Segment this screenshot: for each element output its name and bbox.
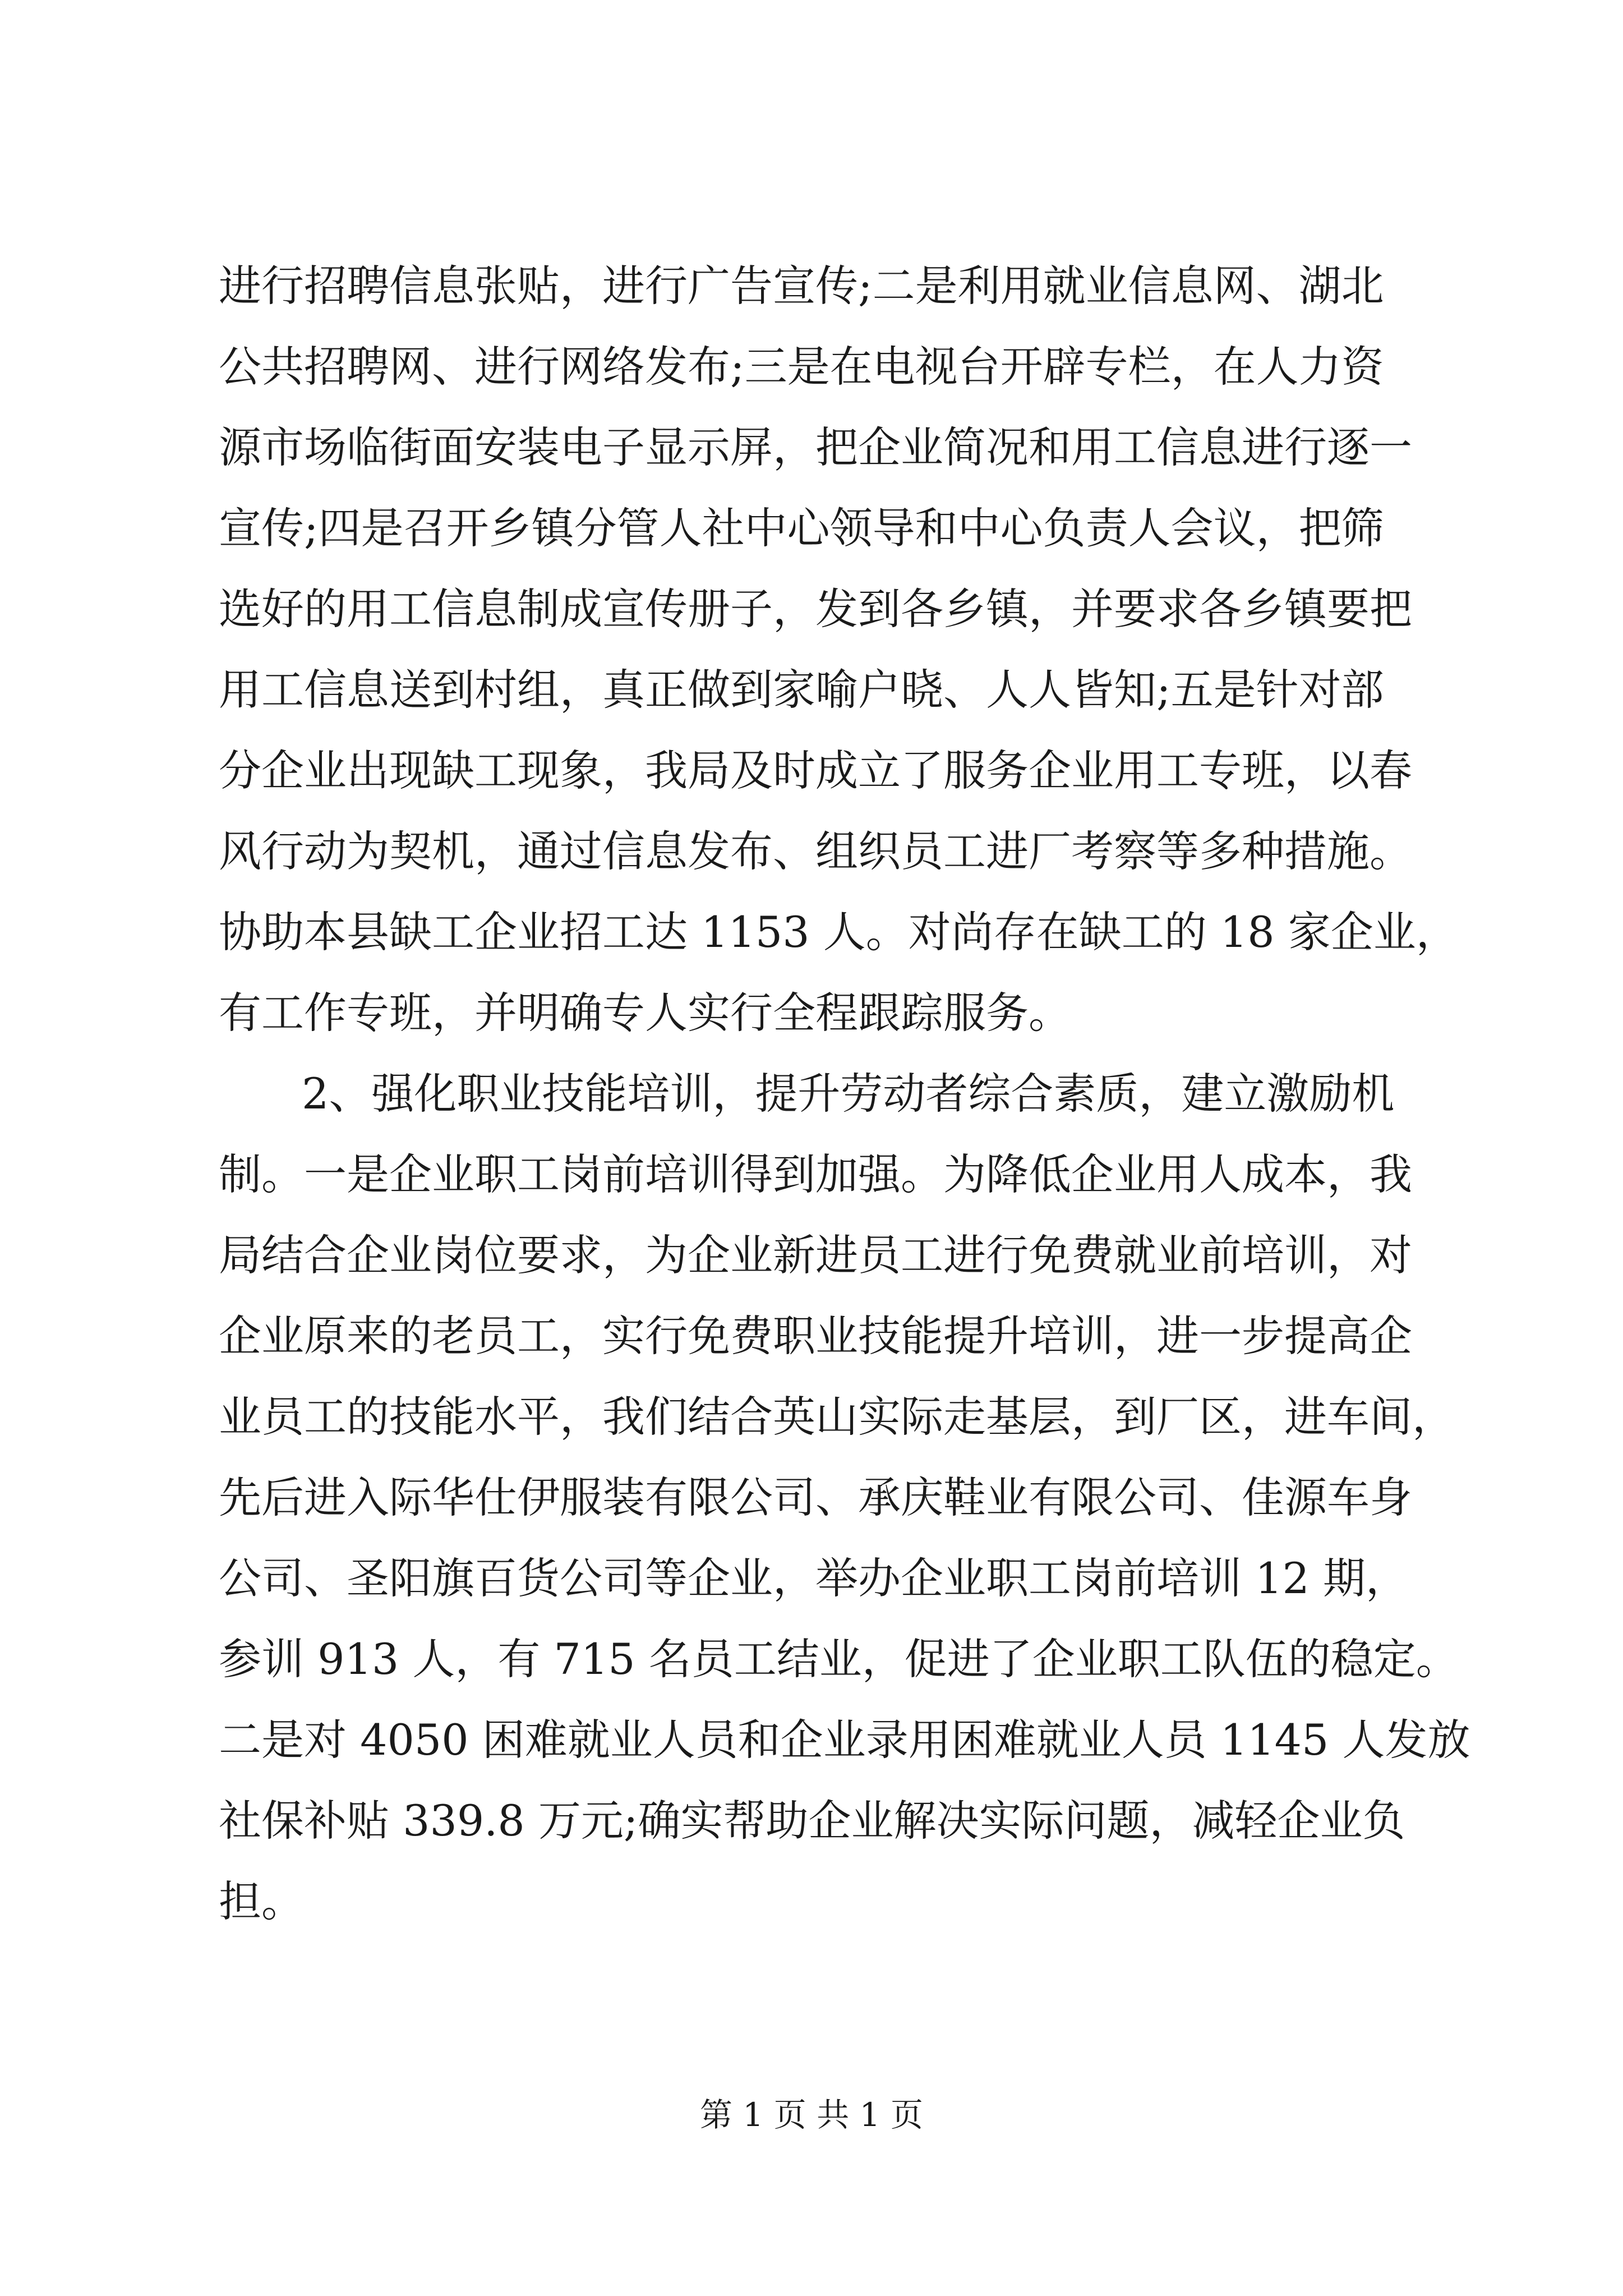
text-line: 企业原来的老员工，实行免费职业技能提升培训，进一步提高企	[219, 1311, 1412, 1361]
text-line: 担。	[219, 1876, 304, 1926]
text-line: 制。一是企业职工岗前培训得到加强。为降低企业用人成本，我	[219, 1149, 1412, 1199]
text-line: 宣传;四是召开乡镇分管人社中心领导和中心负责人会议，把筛	[219, 503, 1384, 553]
page-number-footer: 第 1 页 共 1 页	[700, 2096, 923, 2134]
text-line: 有工作专班，并明确专人实行全程跟踪服务。	[219, 988, 1071, 1038]
text-line: 分企业出现缺工现象，我局及时成立了服务企业用工专班，以春	[219, 746, 1412, 795]
text-line: 用工信息送到村组，真正做到家喻户晓、人人皆知;五是针对部	[219, 665, 1384, 715]
text-line: 先后进入际华仕伊服装有限公司、承庆鞋业有限公司、佳源车身	[219, 1473, 1412, 1522]
text-line: 源市场临街面安装电子显示屏，把企业简况和用工信息进行逐一	[219, 422, 1412, 472]
text-line: 协助本县缺工企业招工达 1153 人。对尚存在缺工的 18 家企业，	[219, 907, 1459, 957]
text-line: 社保补贴 339.8 万元;确实帮助企业解决实际问题，减轻企业负	[219, 1796, 1405, 1846]
text-line: 公司、圣阳旗百货公司等企业，举办企业职工岗前培训 12 期，	[219, 1553, 1409, 1603]
text-line: 二是对 4050 困难就业人员和企业录用困难就业人员 1145 人发放	[219, 1715, 1470, 1765]
text-line: 参训 913 人，有 715 名员工结业，促进了企业职工队伍的稳定。	[219, 1634, 1459, 1684]
text-line: 业员工的技能水平，我们结合英山实际走基层，到厂区，进车间，	[219, 1392, 1455, 1442]
text-line: 局结合企业岗位要求，为企业新进员工进行免费就业前培训，对	[219, 1230, 1412, 1280]
text-line: 选好的用工信息制成宣传册子，发到各乡镇，并要求各乡镇要把	[219, 584, 1412, 634]
text-line: 公共招聘网、进行网络发布;三是在电视台开辟专栏，在人力资	[219, 342, 1384, 392]
text-line: 风行动为契机，通过信息发布、组织员工进厂考察等多种措施。	[219, 826, 1412, 876]
paragraph-first-line: 2、强化职业技能培训，提升劳动者综合素质，建立激励机	[302, 1069, 1395, 1119]
text-line: 进行招聘信息张贴，进行广告宣传;二是利用就业信息网、湖北	[219, 261, 1384, 311]
